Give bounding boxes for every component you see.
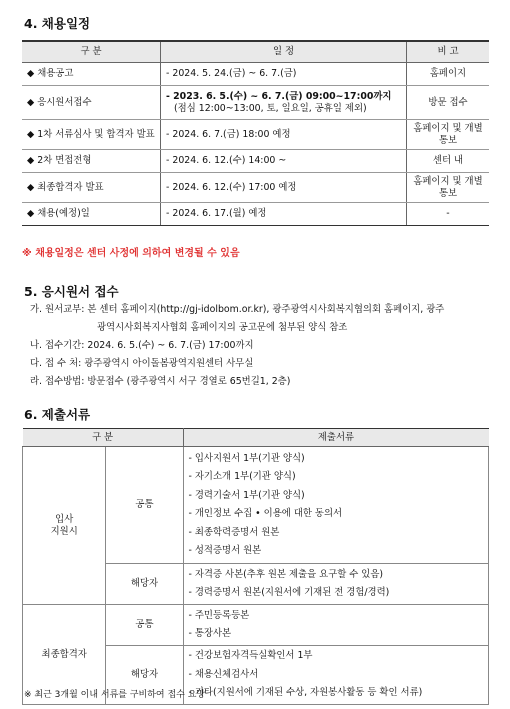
row-item: ◆ 1차 서류심사 및 합격자 발표	[22, 120, 161, 150]
row-schedule-sub: (점심 12:00~13:00, 토, 일요일, 공휴일 제외)	[174, 102, 367, 114]
document-list	[183, 646, 489, 705]
document-item: - 성적증명서 원본	[188, 545, 262, 556]
row-schedule: - 2024. 6. 12.(수) 14:00 ~	[161, 150, 407, 173]
row-schedule: - 2024. 6. 12.(수) 17:00 예정	[161, 173, 407, 203]
document-list	[183, 605, 489, 646]
table-row	[23, 447, 489, 564]
row-schedule-cell	[161, 86, 407, 120]
row-schedule: - 2024. 6. 17.(월) 예정	[161, 203, 407, 226]
application-line: 다. 접 수 처: 광주광역시 아이돌봄광역지원센터 사무실	[30, 358, 254, 369]
table-row	[22, 86, 489, 120]
subgroup-label: 공통	[106, 447, 183, 564]
application-line: 광역시사회복지사협회 홈페이지의 공고문에 첨부된 양식 참조	[97, 322, 348, 333]
section-title-documents: 6. 제출서류	[24, 407, 91, 422]
row-item: ◆ 2차 면접전형	[22, 150, 161, 173]
subgroup-label: 공통	[106, 605, 183, 646]
table-row	[22, 150, 489, 173]
row-note: 홈페이지 및 개별통보	[407, 120, 490, 150]
col-header-schedule: 일 정	[161, 41, 407, 63]
application-line: 가. 원서교부: 본 센터 홈페이지(http://gj-idolbom.or.kr), 광주광역시사회복지협의회 홈페이지, 광주	[30, 304, 445, 315]
schedule-warning: ※ 채용일정은 센터 사정에 의하여 변경될 수 있음	[22, 248, 240, 259]
document-item: - 자기소개 1부(기관 양식)	[188, 471, 296, 482]
documents-footnote: ※ 최근 3개월 이내 서류를 구비하여 접수 요망	[24, 690, 206, 700]
row-item: ◆ 응시원서접수	[22, 86, 161, 120]
row-schedule: - 2023. 6. 5.(수) ~ 6. 7.(금) 09:00~17:00까지	[166, 90, 392, 102]
row-schedule: - 2024. 6. 7.(금) 18:00 예정	[161, 120, 407, 150]
document-item: - 경력증명서 원본(지원서에 기재된 전 경험/경력)	[188, 587, 390, 598]
document-item: - 통장사본	[188, 628, 232, 639]
section-title-schedule: 4. 채용일정	[24, 16, 91, 31]
documents-table	[22, 428, 489, 705]
document-item: - 자격증 사본(추후 원본 제출을 요구할 수 있음)	[188, 568, 384, 580]
document-item: - 건강보험자격득실확인서 1부	[188, 650, 313, 662]
col-header-note: 비 고	[407, 41, 490, 63]
group-label: 입사 지원시	[23, 447, 106, 605]
document-item: - 최종학력증명서 원본	[188, 526, 280, 538]
row-item: ◆ 채용공고	[22, 63, 161, 86]
document-item: - 입사지원서 1부(기관 양식)	[188, 452, 305, 464]
table-row	[22, 173, 489, 203]
subgroup-label: 해당자	[106, 646, 183, 705]
col-header-documents: 제출서류	[183, 429, 489, 447]
document-item: - 주민등록등본	[188, 609, 250, 621]
document-item: - 채용신체검사서	[188, 668, 259, 680]
document-list	[183, 564, 489, 605]
document-list	[183, 447, 489, 564]
row-item: ◆ 최종합격자 발표	[22, 173, 161, 203]
row-schedule: - 2024. 5. 24.(금) ~ 6. 7.(금)	[161, 63, 407, 86]
table-row	[22, 63, 489, 86]
table-row	[22, 120, 489, 150]
row-item: ◆ 채용(예정)일	[22, 203, 161, 226]
row-note: 센터 내	[407, 150, 490, 173]
table-row	[22, 203, 489, 226]
section-title-application: 5. 응시원서 접수	[24, 284, 119, 299]
document-item: - 개인정보 수집 • 이용에 대한 동의서	[188, 508, 343, 519]
table-row	[23, 605, 489, 646]
row-note: -	[407, 203, 490, 226]
subgroup-label: 해당자	[106, 564, 183, 605]
col-header-category: 구 분	[23, 429, 184, 447]
application-line: 라. 접수방법: 방문접수 (광주광역시 서구 경열로 65번길1, 2층)	[30, 376, 291, 387]
schedule-table	[22, 40, 489, 226]
row-note: 방문 접수	[407, 86, 490, 120]
group-label: 최종합격자	[23, 605, 106, 705]
row-note: 홈페이지 및 개별통보	[407, 173, 490, 203]
document-item: - 경력기술서 1부(기관 양식)	[188, 489, 305, 501]
application-line: 나. 접수기간: 2024. 6. 5.(수) ~ 6. 7.(금) 17:00까지	[30, 340, 254, 351]
row-note: 홈페이지	[407, 63, 490, 86]
col-header-category: 구 분	[22, 41, 161, 63]
document-item: - 기타(지원서에 기재된 수상, 자원봉사활동 등 확인 서류)	[188, 687, 423, 699]
